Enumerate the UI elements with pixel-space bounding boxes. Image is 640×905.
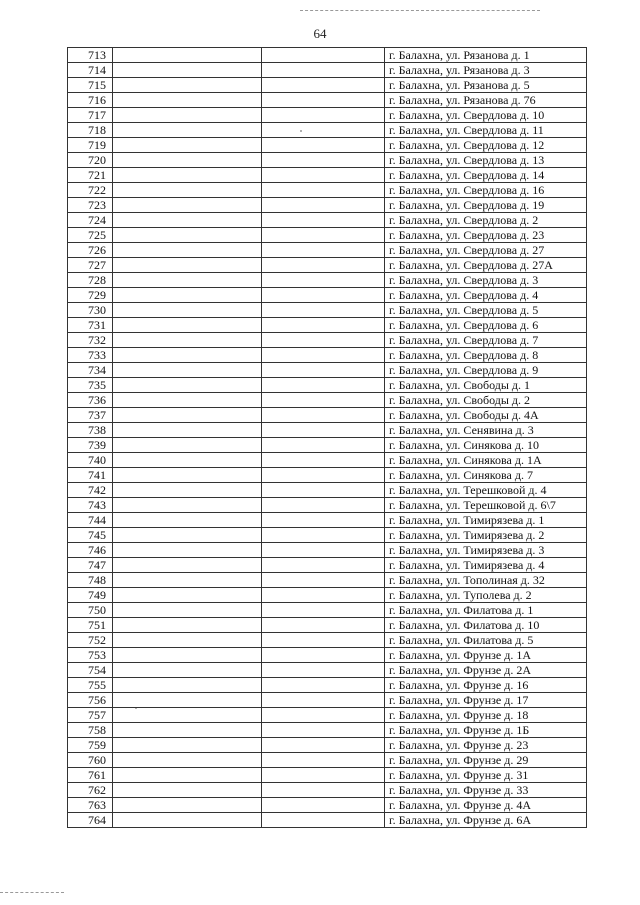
table-row bbox=[68, 633, 587, 648]
page-number: 64 bbox=[313, 26, 327, 41]
table-row bbox=[68, 258, 587, 273]
row-address: г. Балахна, ул. Фрунзе д. 4А bbox=[385, 798, 587, 813]
row-address: г. Балахна, ул. Свердлова д. 2 bbox=[385, 213, 587, 228]
row-number: 716 bbox=[68, 93, 113, 108]
table-row bbox=[68, 588, 587, 603]
address-table-body bbox=[68, 48, 587, 828]
row-number: 743 bbox=[68, 498, 113, 513]
row-number: 724 bbox=[68, 213, 113, 228]
empty-cell bbox=[113, 153, 262, 168]
table-row bbox=[68, 333, 587, 348]
row-number: 745 bbox=[68, 528, 113, 543]
empty-cell bbox=[113, 768, 262, 783]
empty-cell bbox=[262, 528, 385, 543]
empty-cell bbox=[262, 588, 385, 603]
empty-cell bbox=[262, 48, 385, 63]
empty-cell bbox=[113, 783, 262, 798]
row-address: г. Балахна, ул. Свердлова д. 23 bbox=[385, 228, 587, 243]
scan-artifact-bottom bbox=[0, 892, 64, 893]
table-row bbox=[68, 213, 587, 228]
table-row bbox=[68, 453, 587, 468]
row-number: 762 bbox=[68, 783, 113, 798]
empty-cell bbox=[113, 93, 262, 108]
empty-cell bbox=[262, 603, 385, 618]
table-row bbox=[68, 438, 587, 453]
row-number: 750 bbox=[68, 603, 113, 618]
row-address: г. Балахна, ул. Синякова д. 7 bbox=[385, 468, 587, 483]
table-row bbox=[68, 123, 587, 138]
empty-cell bbox=[262, 303, 385, 318]
row-address: г. Балахна, ул. Тимирязева д. 4 bbox=[385, 558, 587, 573]
row-number: 723 bbox=[68, 198, 113, 213]
table-row bbox=[68, 63, 587, 78]
row-number: 718 bbox=[68, 123, 113, 138]
empty-cell bbox=[262, 123, 385, 138]
empty-cell bbox=[113, 288, 262, 303]
empty-cell bbox=[262, 378, 385, 393]
empty-cell bbox=[262, 408, 385, 423]
empty-cell bbox=[262, 453, 385, 468]
empty-cell bbox=[113, 663, 262, 678]
empty-cell bbox=[262, 498, 385, 513]
empty-cell bbox=[262, 183, 385, 198]
row-address: г. Балахна, ул. Тимирязева д. 3 bbox=[385, 543, 587, 558]
row-address: г. Балахна, ул. Фрунзе д. 29 bbox=[385, 753, 587, 768]
empty-cell bbox=[262, 468, 385, 483]
row-number: 725 bbox=[68, 228, 113, 243]
empty-cell bbox=[262, 768, 385, 783]
row-number: 722 bbox=[68, 183, 113, 198]
row-address: г. Балахна, ул. Свободы д. 4А bbox=[385, 408, 587, 423]
row-number: 731 bbox=[68, 318, 113, 333]
empty-cell bbox=[262, 228, 385, 243]
empty-cell bbox=[262, 63, 385, 78]
row-address: г. Балахна, ул. Свердлова д. 9 bbox=[385, 363, 587, 378]
row-address: г. Балахна, ул. Филатова д. 5 bbox=[385, 633, 587, 648]
row-address: г. Балахна, ул. Сенявина д. 3 bbox=[385, 423, 587, 438]
empty-cell bbox=[262, 783, 385, 798]
row-number: 713 bbox=[68, 48, 113, 63]
row-address: г. Балахна, ул. Свердлова д. 27А bbox=[385, 258, 587, 273]
scan-artifact-top bbox=[300, 10, 540, 11]
empty-cell bbox=[113, 258, 262, 273]
row-number: 752 bbox=[68, 633, 113, 648]
empty-cell bbox=[113, 333, 262, 348]
row-address: г. Балахна, ул. Свободы д. 1 bbox=[385, 378, 587, 393]
row-address: г. Балахна, ул. Фрунзе д. 17 bbox=[385, 693, 587, 708]
table-row bbox=[68, 138, 587, 153]
row-address: г. Балахна, ул. Терешковой д. 6\7 bbox=[385, 498, 587, 513]
empty-cell bbox=[262, 363, 385, 378]
row-address: г. Балахна, ул. Тимирязева д. 2 bbox=[385, 528, 587, 543]
empty-cell bbox=[113, 588, 262, 603]
empty-cell bbox=[113, 468, 262, 483]
empty-cell bbox=[113, 63, 262, 78]
table-row bbox=[68, 558, 587, 573]
table-row bbox=[68, 768, 587, 783]
empty-cell bbox=[262, 753, 385, 768]
table-row bbox=[68, 468, 587, 483]
empty-cell bbox=[113, 438, 262, 453]
empty-cell bbox=[113, 123, 262, 138]
table-row bbox=[68, 288, 587, 303]
empty-cell bbox=[113, 693, 262, 708]
row-number: 721 bbox=[68, 168, 113, 183]
empty-cell bbox=[262, 483, 385, 498]
empty-cell bbox=[113, 618, 262, 633]
table-row bbox=[68, 618, 587, 633]
table-row bbox=[68, 48, 587, 63]
row-address: г. Балахна, ул. Филатова д. 1 bbox=[385, 603, 587, 618]
empty-cell bbox=[262, 798, 385, 813]
table-row bbox=[68, 498, 587, 513]
row-number: 728 bbox=[68, 273, 113, 288]
row-number: 727 bbox=[68, 258, 113, 273]
row-address: г. Балахна, ул. Фрунзе д. 2А bbox=[385, 663, 587, 678]
row-number: 751 bbox=[68, 618, 113, 633]
empty-cell bbox=[113, 348, 262, 363]
empty-cell bbox=[262, 633, 385, 648]
table-row bbox=[68, 243, 587, 258]
table-row bbox=[68, 183, 587, 198]
empty-cell bbox=[262, 288, 385, 303]
row-number: 753 bbox=[68, 648, 113, 663]
table-row bbox=[68, 108, 587, 123]
table-row bbox=[68, 153, 587, 168]
empty-cell bbox=[262, 648, 385, 663]
table-row bbox=[68, 753, 587, 768]
row-address: г. Балахна, ул. Свердлова д. 5 bbox=[385, 303, 587, 318]
row-address: г. Балахна, ул. Свердлова д. 27 bbox=[385, 243, 587, 258]
row-address: г. Балахна, ул. Рязанова д. 5 bbox=[385, 78, 587, 93]
empty-cell bbox=[113, 138, 262, 153]
table-row bbox=[68, 303, 587, 318]
table-row bbox=[68, 228, 587, 243]
table-row bbox=[68, 708, 587, 723]
empty-cell bbox=[113, 603, 262, 618]
empty-cell bbox=[113, 483, 262, 498]
row-number: 760 bbox=[68, 753, 113, 768]
table-row bbox=[68, 513, 587, 528]
row-address: г. Балахна, ул. Фрунзе д. 6А bbox=[385, 813, 587, 828]
row-address: г. Балахна, ул. Фрунзе д. 18 bbox=[385, 708, 587, 723]
empty-cell bbox=[113, 48, 262, 63]
row-number: 726 bbox=[68, 243, 113, 258]
row-number: 749 bbox=[68, 588, 113, 603]
empty-cell bbox=[262, 738, 385, 753]
empty-cell bbox=[262, 318, 385, 333]
empty-cell bbox=[113, 78, 262, 93]
row-address: г. Балахна, ул. Свердлова д. 7 bbox=[385, 333, 587, 348]
table-row bbox=[68, 198, 587, 213]
row-number: 717 bbox=[68, 108, 113, 123]
empty-cell bbox=[113, 378, 262, 393]
row-address: г. Балахна, ул. Рязанова д. 76 bbox=[385, 93, 587, 108]
row-number: 744 bbox=[68, 513, 113, 528]
row-address: г. Балахна, ул. Рязанова д. 1 bbox=[385, 48, 587, 63]
row-number: 736 bbox=[68, 393, 113, 408]
empty-cell bbox=[113, 168, 262, 183]
row-number: 746 bbox=[68, 543, 113, 558]
row-number: 742 bbox=[68, 483, 113, 498]
empty-cell bbox=[113, 183, 262, 198]
empty-cell bbox=[113, 393, 262, 408]
empty-cell bbox=[113, 108, 262, 123]
row-address: г. Балахна, ул. Свердлова д. 11 bbox=[385, 123, 587, 138]
empty-cell bbox=[113, 423, 262, 438]
empty-cell bbox=[262, 708, 385, 723]
row-address: г. Балахна, ул. Фрунзе д. 16 bbox=[385, 678, 587, 693]
empty-cell bbox=[262, 348, 385, 363]
address-table bbox=[67, 47, 587, 828]
table-row bbox=[68, 798, 587, 813]
empty-cell bbox=[113, 528, 262, 543]
row-number: 747 bbox=[68, 558, 113, 573]
empty-cell bbox=[113, 363, 262, 378]
table-row bbox=[68, 363, 587, 378]
table-row bbox=[68, 408, 587, 423]
empty-cell bbox=[113, 453, 262, 468]
empty-cell bbox=[262, 423, 385, 438]
empty-cell bbox=[113, 228, 262, 243]
empty-cell bbox=[113, 738, 262, 753]
table-row bbox=[68, 648, 587, 663]
row-number: 715 bbox=[68, 78, 113, 93]
table-row bbox=[68, 318, 587, 333]
empty-cell bbox=[113, 798, 262, 813]
row-number: 720 bbox=[68, 153, 113, 168]
empty-cell bbox=[262, 393, 385, 408]
row-number: 729 bbox=[68, 288, 113, 303]
row-address: г. Балахна, ул. Тимирязева д. 1 bbox=[385, 513, 587, 528]
row-address: г. Балахна, ул. Фрунзе д. 1Б bbox=[385, 723, 587, 738]
row-number: 761 bbox=[68, 768, 113, 783]
table-row bbox=[68, 663, 587, 678]
row-address: г. Балахна, ул. Свердлова д. 8 bbox=[385, 348, 587, 363]
table-row bbox=[68, 78, 587, 93]
row-address: г. Балахна, ул. Синякова д. 1А bbox=[385, 453, 587, 468]
empty-cell bbox=[113, 543, 262, 558]
row-address: г. Балахна, ул. Фрунзе д. 31 bbox=[385, 768, 587, 783]
row-address: г. Балахна, ул. Свердлова д. 6 bbox=[385, 318, 587, 333]
row-address: г. Балахна, ул. Тополиная д. 32 bbox=[385, 573, 587, 588]
empty-cell bbox=[262, 78, 385, 93]
empty-cell bbox=[262, 723, 385, 738]
empty-cell bbox=[113, 753, 262, 768]
empty-cell bbox=[262, 108, 385, 123]
row-number: 757 bbox=[68, 708, 113, 723]
empty-cell bbox=[262, 258, 385, 273]
empty-cell bbox=[113, 303, 262, 318]
empty-cell bbox=[262, 558, 385, 573]
empty-cell bbox=[113, 558, 262, 573]
row-number: 748 bbox=[68, 573, 113, 588]
empty-cell bbox=[262, 93, 385, 108]
empty-cell bbox=[113, 723, 262, 738]
row-number: 740 bbox=[68, 453, 113, 468]
row-address: г. Балахна, ул. Свердлова д. 12 bbox=[385, 138, 587, 153]
table-row bbox=[68, 738, 587, 753]
empty-cell bbox=[113, 678, 262, 693]
empty-cell bbox=[113, 408, 262, 423]
table-row bbox=[68, 393, 587, 408]
row-address: г. Балахна, ул. Свердлова д. 4 bbox=[385, 288, 587, 303]
empty-cell bbox=[262, 438, 385, 453]
row-number: 714 bbox=[68, 63, 113, 78]
table-row bbox=[68, 423, 587, 438]
empty-cell bbox=[113, 243, 262, 258]
row-address: г. Балахна, ул. Фрунзе д. 1А bbox=[385, 648, 587, 663]
table-row bbox=[68, 93, 587, 108]
table-row bbox=[68, 378, 587, 393]
table-row bbox=[68, 273, 587, 288]
row-address: г. Балахна, ул. Свердлова д. 16 bbox=[385, 183, 587, 198]
row-address: г. Балахна, ул. Свердлова д. 3 bbox=[385, 273, 587, 288]
row-number: 733 bbox=[68, 348, 113, 363]
table-row bbox=[68, 813, 587, 828]
row-address: г. Балахна, ул. Рязанова д. 3 bbox=[385, 63, 587, 78]
empty-cell bbox=[113, 633, 262, 648]
row-number: 738 bbox=[68, 423, 113, 438]
row-number: 758 bbox=[68, 723, 113, 738]
table-row bbox=[68, 603, 587, 618]
row-address: г. Балахна, ул. Свердлова д. 19 bbox=[385, 198, 587, 213]
empty-cell bbox=[262, 678, 385, 693]
empty-cell bbox=[113, 273, 262, 288]
empty-cell bbox=[113, 498, 262, 513]
row-address: г. Балахна, ул. Терешковой д. 4 bbox=[385, 483, 587, 498]
table-row bbox=[68, 783, 587, 798]
row-address: г. Балахна, ул. Фрунзе д. 33 bbox=[385, 783, 587, 798]
empty-cell bbox=[262, 693, 385, 708]
empty-cell bbox=[262, 573, 385, 588]
row-number: 732 bbox=[68, 333, 113, 348]
empty-cell bbox=[262, 618, 385, 633]
empty-cell bbox=[262, 153, 385, 168]
row-number: 737 bbox=[68, 408, 113, 423]
row-address: г. Балахна, ул. Филатова д. 10 bbox=[385, 618, 587, 633]
row-address: г. Балахна, ул. Фрунзе д. 23 bbox=[385, 738, 587, 753]
empty-cell bbox=[113, 708, 262, 723]
row-number: 739 bbox=[68, 438, 113, 453]
row-number: 756 bbox=[68, 693, 113, 708]
table-row bbox=[68, 693, 587, 708]
empty-cell bbox=[262, 138, 385, 153]
row-number: 763 bbox=[68, 798, 113, 813]
table-row bbox=[68, 678, 587, 693]
empty-cell bbox=[262, 213, 385, 228]
row-address: г. Балахна, ул. Туполева д. 2 bbox=[385, 588, 587, 603]
row-number: 764 bbox=[68, 813, 113, 828]
row-number: 719 bbox=[68, 138, 113, 153]
table-row bbox=[68, 168, 587, 183]
row-address: г. Балахна, ул. Свердлова д. 10 bbox=[385, 108, 587, 123]
row-address: г. Балахна, ул. Свердлова д. 14 bbox=[385, 168, 587, 183]
row-number: 759 bbox=[68, 738, 113, 753]
empty-cell bbox=[262, 513, 385, 528]
row-address: г. Балахна, ул. Синякова д. 10 bbox=[385, 438, 587, 453]
empty-cell bbox=[113, 213, 262, 228]
empty-cell bbox=[262, 813, 385, 828]
table-row bbox=[68, 723, 587, 738]
empty-cell bbox=[113, 813, 262, 828]
row-number: 730 bbox=[68, 303, 113, 318]
empty-cell bbox=[262, 543, 385, 558]
empty-cell bbox=[113, 648, 262, 663]
empty-cell bbox=[262, 243, 385, 258]
row-address: г. Балахна, ул. Свободы д. 2 bbox=[385, 393, 587, 408]
row-number: 734 bbox=[68, 363, 113, 378]
empty-cell bbox=[262, 198, 385, 213]
row-number: 735 bbox=[68, 378, 113, 393]
table-row bbox=[68, 543, 587, 558]
table-row bbox=[68, 483, 587, 498]
empty-cell bbox=[113, 513, 262, 528]
empty-cell bbox=[113, 198, 262, 213]
table-row bbox=[68, 348, 587, 363]
row-address: г. Балахна, ул. Свердлова д. 13 bbox=[385, 153, 587, 168]
empty-cell bbox=[262, 663, 385, 678]
empty-cell bbox=[262, 333, 385, 348]
row-number: 741 bbox=[68, 468, 113, 483]
row-number: 754 bbox=[68, 663, 113, 678]
table-row bbox=[68, 528, 587, 543]
empty-cell bbox=[262, 168, 385, 183]
empty-cell bbox=[262, 273, 385, 288]
empty-cell bbox=[113, 573, 262, 588]
row-number: 755 bbox=[68, 678, 113, 693]
empty-cell bbox=[113, 318, 262, 333]
table-row bbox=[68, 573, 587, 588]
